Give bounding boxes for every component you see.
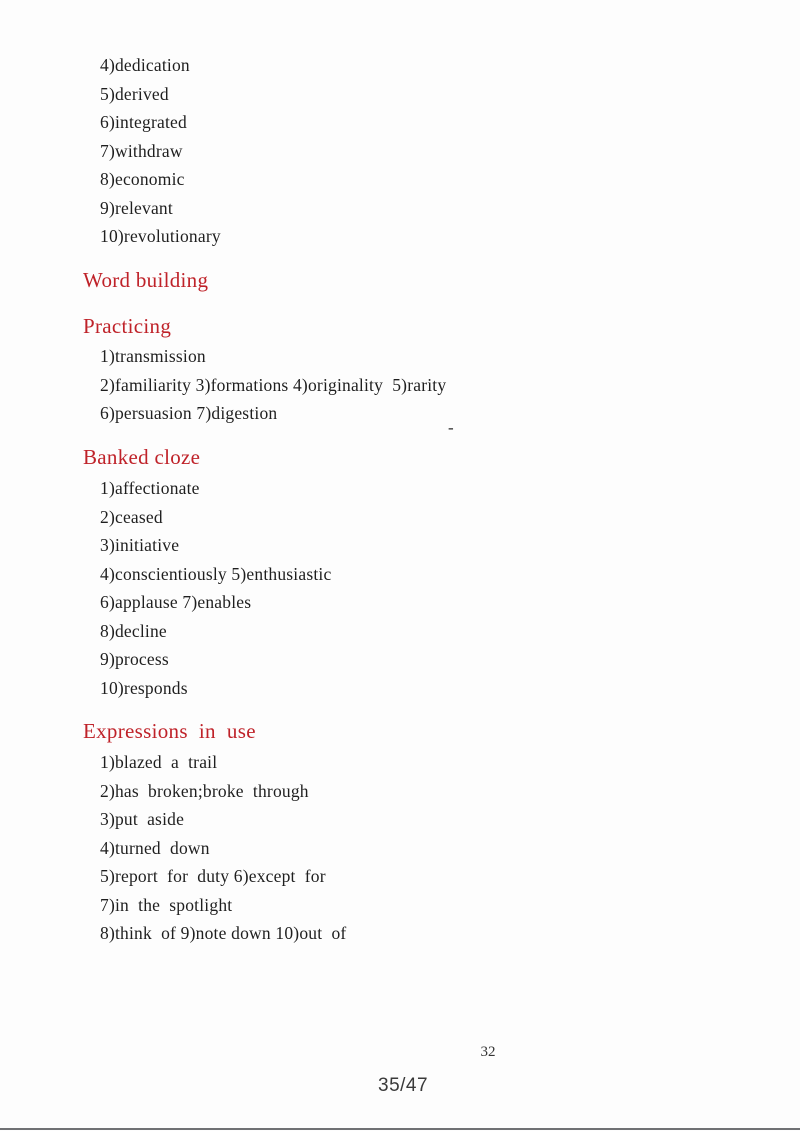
answer-line: 3)initiative [100, 535, 180, 555]
answer-line: 2)has broken;broke through [100, 780, 309, 801]
answers-list-word-forms [100, 51, 221, 251]
answer-line: 8)decline [100, 620, 167, 641]
answer-line: 5)derived [100, 83, 169, 104]
answer-line: 6)applause 7)enables [100, 592, 252, 612]
answer-line: 8)economic [100, 169, 185, 189]
stray-dash-mark: - [448, 418, 454, 437]
answer-line: 3)put aside [100, 809, 185, 829]
answers-list-practicing [100, 342, 446, 428]
answer-line: 2)ceased [100, 506, 163, 527]
section-heading-banked-cloze: Banked cloze [83, 445, 201, 469]
answer-line: 6)persuasion 7)digestion [100, 403, 278, 423]
answer-line: 10)revolutionary [100, 226, 221, 246]
answers-list-expressions-in-use [100, 748, 346, 948]
answer-line: 4)conscientiously 5)enthusiastic [100, 563, 332, 584]
answer-line: 8)think of 9)note down 10)out of [100, 923, 347, 943]
answer-line: 7)withdraw [100, 140, 183, 161]
page-number: 32 [480, 1044, 496, 1060]
pager-indicator: 35/47 [378, 1075, 429, 1096]
answer-line: 10)responds [100, 677, 188, 698]
answer-line: 9)relevant [100, 197, 173, 218]
answer-line: 1)blazed a trail [100, 752, 218, 772]
answer-line: 7)in the spotlight [100, 894, 233, 915]
answer-line: 4)turned down [100, 837, 210, 858]
section-heading-practicing: Practicing [83, 314, 172, 338]
answers-list-banked-cloze [100, 474, 331, 702]
answer-line: 9)process [100, 649, 169, 669]
answer-line: 6)integrated [100, 112, 187, 132]
section-heading-word-building: Word building [83, 268, 209, 292]
answer-line: 2)familiarity 3)formations 4)originality 5)rarity [100, 374, 447, 395]
answer-line: 5)report for duty 6)except for [100, 866, 326, 886]
answer-line: 1)affectionate [100, 478, 200, 498]
answer-line: 4)dedication [100, 55, 190, 75]
bottom-divider [0, 1128, 800, 1130]
section-heading-expressions-in-use: Expressions in use [83, 719, 256, 743]
answer-line: 1)transmission [100, 346, 206, 366]
